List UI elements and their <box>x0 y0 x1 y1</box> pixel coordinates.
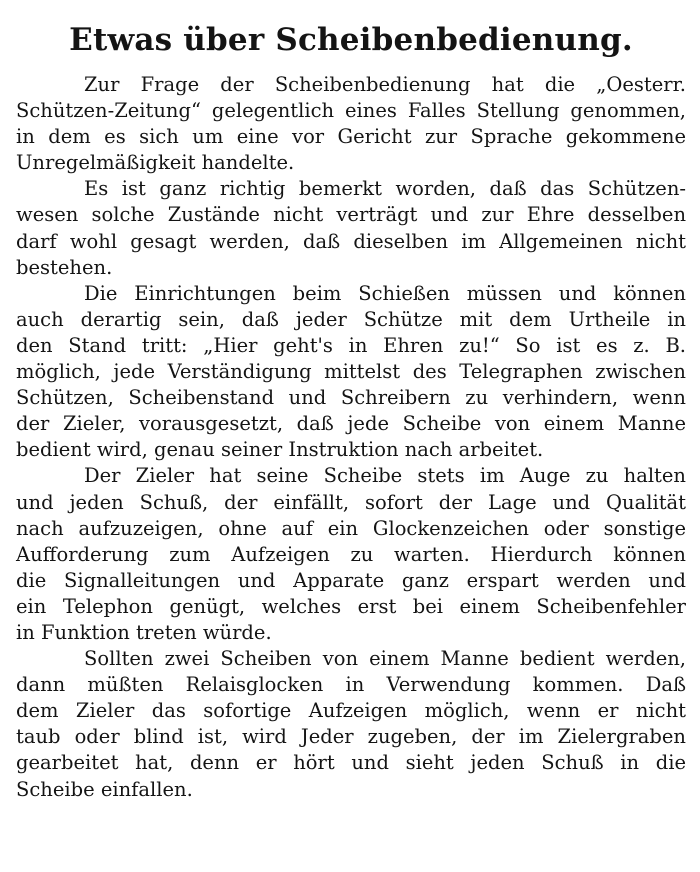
text-line: gearbeitet hat, denn er hört und sieht jeden Schuß in die <box>16 751 686 775</box>
text-line: die Signalleitungen und Apparate ganz erspart werden und <box>16 568 686 592</box>
text-line: bedient wird, genau seiner Instruktion nach arbeitet. <box>16 438 544 462</box>
text-line: Aufforderung zum Aufzeigen zu warten. Hierdurch können <box>16 542 686 566</box>
text-line: Sollten zwei Scheiben von einem Manne bedient werden, <box>84 647 686 671</box>
text-line: bestehen. <box>16 255 113 279</box>
text-line: darf wohl gesagt werden, daß dieselben im Allgemeinen nicht <box>16 229 686 253</box>
text-line: in Funktion treten würde. <box>16 620 272 644</box>
text-line: ein Telephon genügt, welches erst bei einem Scheibenfehler <box>16 594 686 618</box>
text-line: Unregelmäßigkeit handelte. <box>16 151 295 175</box>
text-line: wesen solche Zustände nicht verträgt und zur Ehre desselben <box>16 203 686 227</box>
text-line: Es ist ganz richtig bemerkt worden, daß das Schützen- <box>84 177 686 201</box>
text-line: Scheibe einfallen. <box>16 777 193 801</box>
text-line: Zur Frage der Scheibenbedienung hat die „Oesterr. <box>84 73 686 96</box>
paragraph-2 <box>16 176 686 280</box>
text-line: Die Einrichtungen beim Schießen müssen und können <box>84 281 686 305</box>
text-line: auch derartig sein, daß jeder Schütze mit dem Urtheile in <box>16 307 686 331</box>
text-line: dem Zieler das sofortige Aufzeigen möglich, wenn er nicht <box>16 699 686 723</box>
text-line: nach aufzuzeigen, ohne auf ein Glockenzeichen oder sonstige <box>16 516 686 540</box>
text-line: Der Zieler hat seine Scheibe stets im Auge zu halten <box>84 464 686 488</box>
article-title: Etwas über Scheibenbedienung. <box>69 22 633 58</box>
text-line: in dem es sich um eine vor Gericht zur Sprache gekommene <box>16 125 686 149</box>
text-line: den Stand tritt: „Hier geht's in Ehren zu!“ So ist es z. B. <box>16 333 686 357</box>
text-line: Schützen-Zeitung“ gelegentlich eines Falles Stellung genommen, <box>16 99 686 123</box>
paragraph-1 <box>16 72 686 176</box>
text-line: Schützen, Scheibenstand und Schreibern zu verhindern, wenn <box>16 386 686 410</box>
text-line: und jeden Schuß, der einfällt, sofort der Lage und Qualität <box>16 490 686 514</box>
text-line: taub oder blind ist, wird Jeder zugeben, der im Zielergraben <box>16 725 686 749</box>
text-line: dann müßten Relaisglocken in Verwendung kommen. Daß <box>16 673 686 697</box>
text-line: der Zieler, vorausgesetzt, daß jede Scheibe von einem Manne <box>16 412 686 436</box>
paragraph-5 <box>16 646 686 803</box>
paragraph-4 <box>16 463 686 646</box>
text-line: möglich, jede Verständigung mittelst des Telegraphen zwischen <box>16 360 686 384</box>
paragraph-3 <box>16 281 686 464</box>
